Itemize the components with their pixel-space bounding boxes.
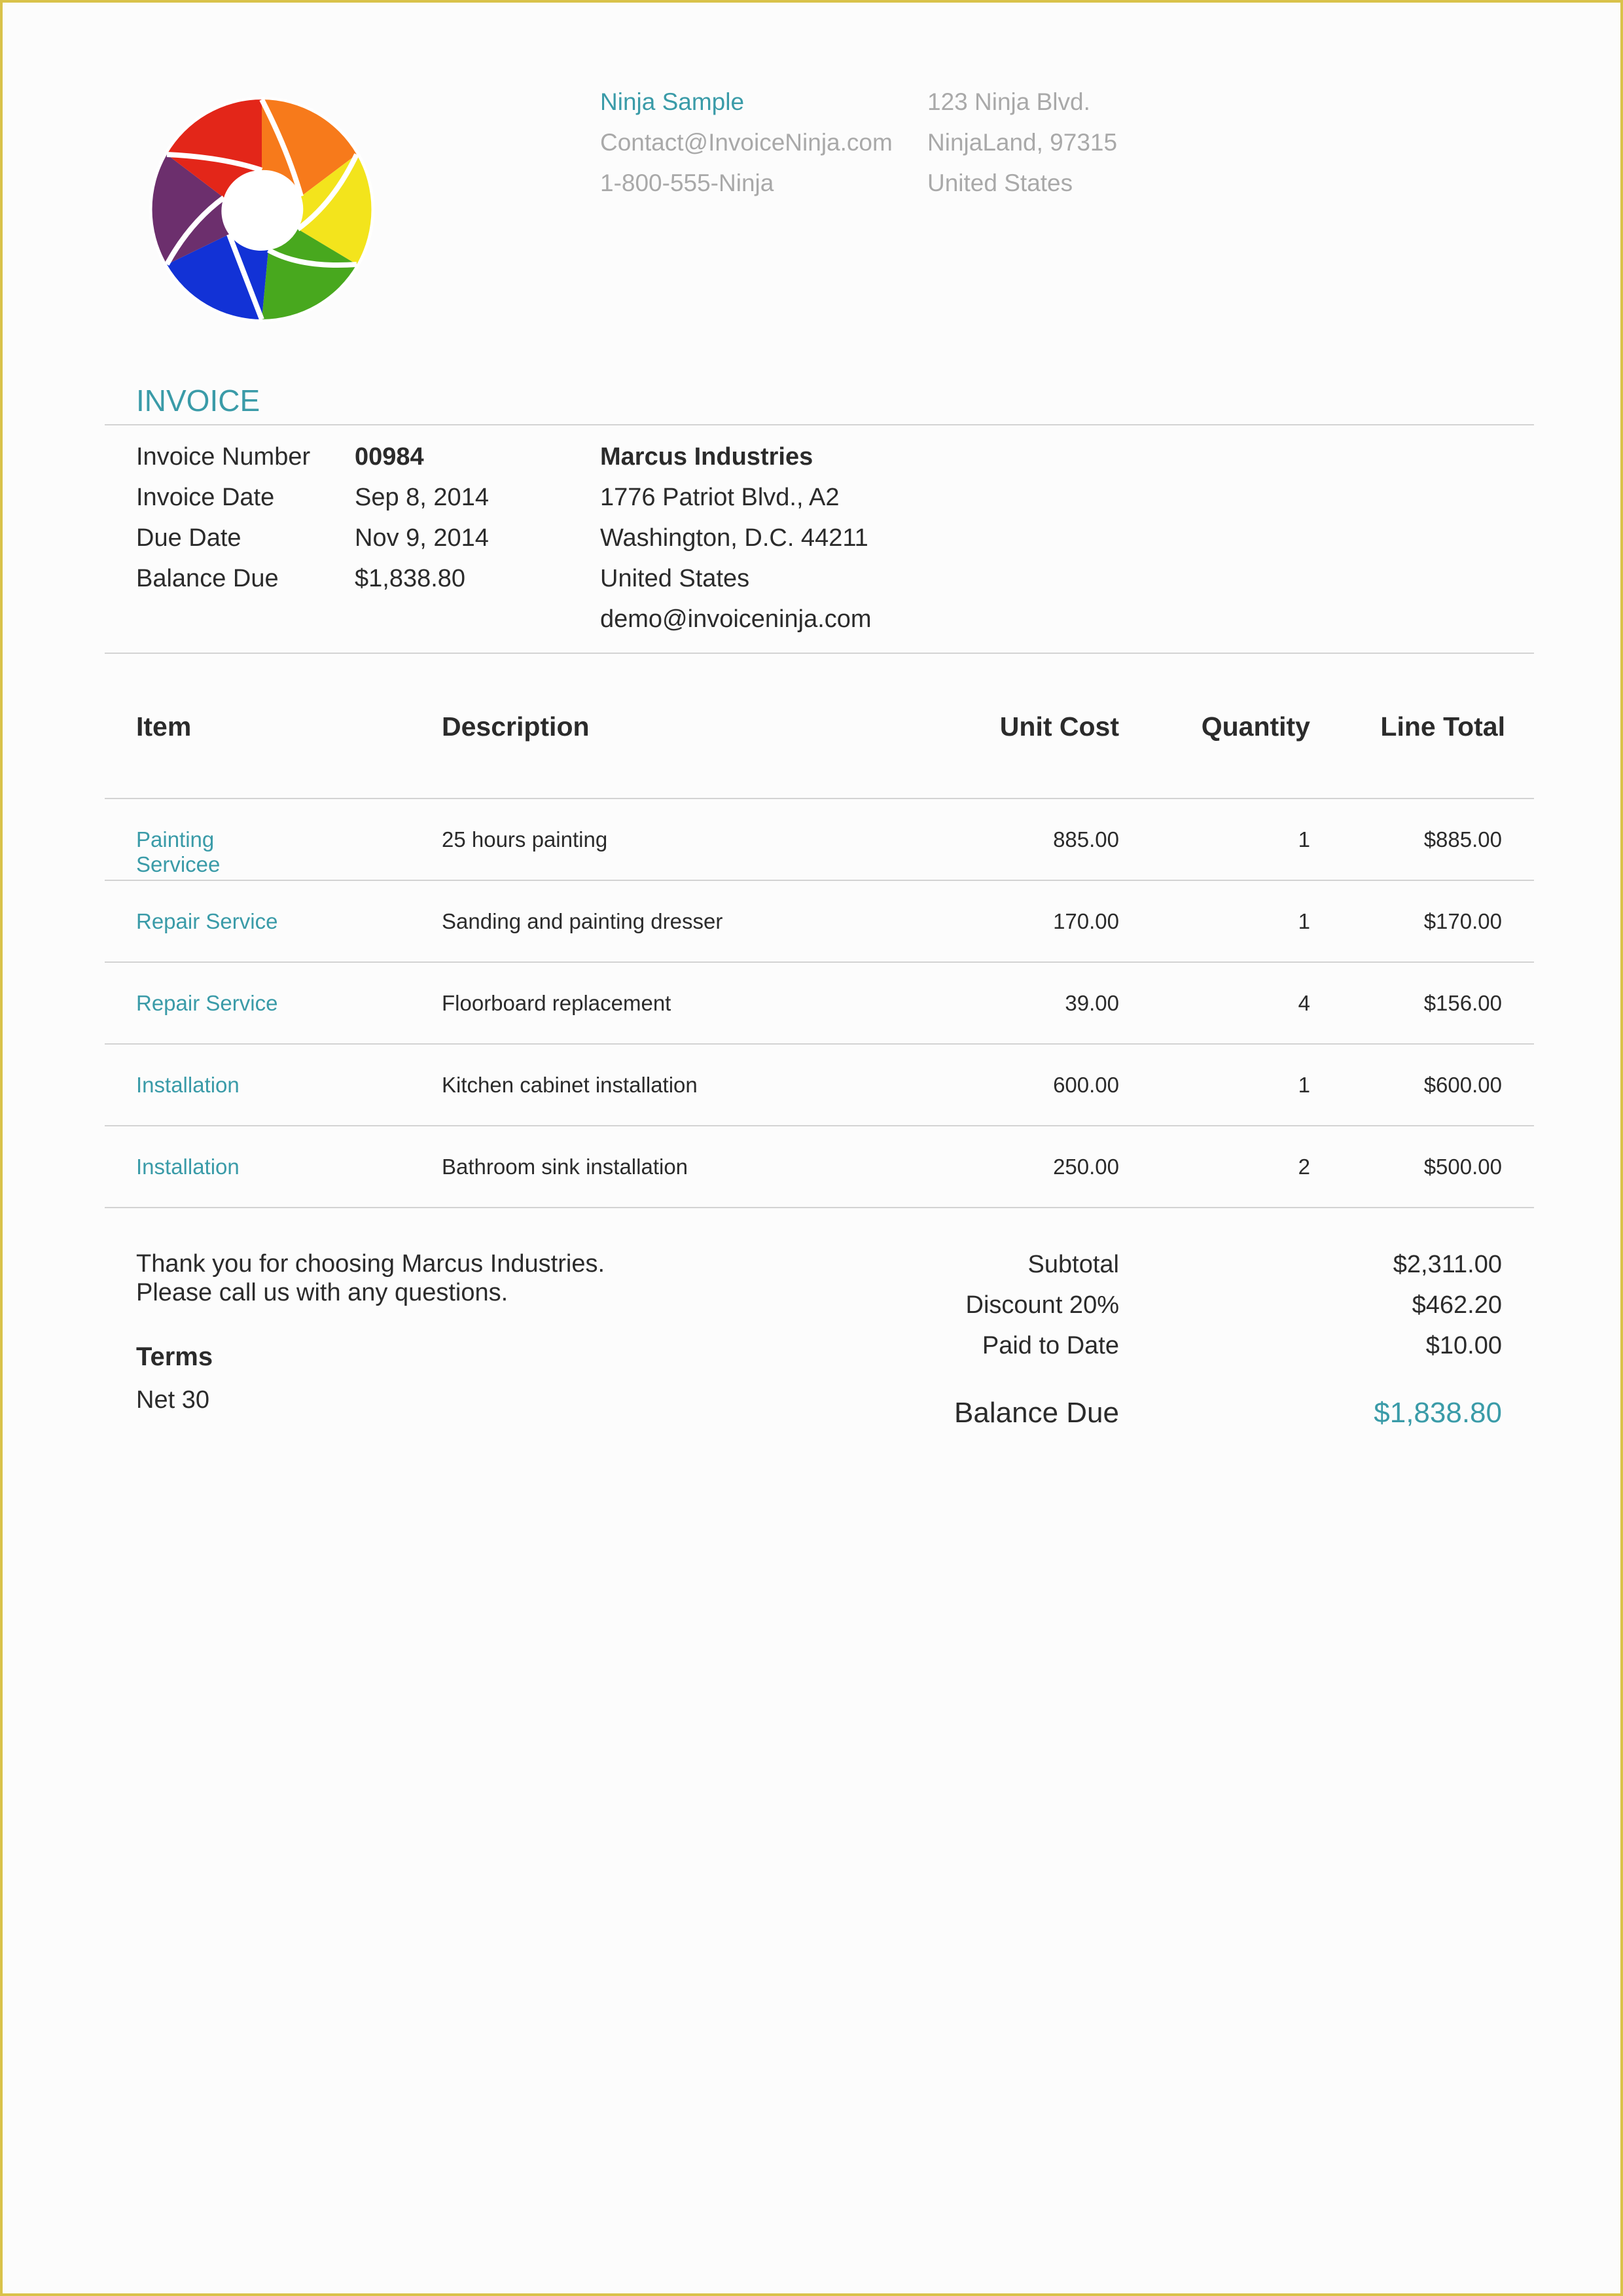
- row-description: Sanding and painting dresser: [442, 909, 723, 933]
- invoice-page: [3, 3, 1620, 2293]
- row-item: Installation: [136, 1073, 240, 1097]
- row-quantity: 1: [1298, 827, 1310, 852]
- paid-to-date-value: $10.00: [1425, 1332, 1502, 1359]
- row-quantity: 2: [1298, 1155, 1310, 1179]
- row-unit-cost: 170.00: [1053, 909, 1119, 933]
- company-country: United States: [927, 170, 1073, 196]
- invoice-title: INVOICE: [136, 384, 260, 418]
- row-divider: [105, 1043, 1534, 1045]
- divider: [105, 653, 1534, 654]
- row-unit-cost: 39.00: [1065, 991, 1119, 1015]
- row-divider: [105, 1207, 1534, 1208]
- row-unit-cost: 885.00: [1053, 827, 1119, 852]
- divider: [105, 798, 1534, 799]
- client-address1: 1776 Patriot Blvd., A2: [600, 484, 840, 511]
- invoice-date-label: Invoice Date: [136, 484, 275, 511]
- due-date-value: Nov 9, 2014: [355, 524, 489, 552]
- row-description: Floorboard replacement: [442, 991, 671, 1015]
- row-line-total: $885.00: [1423, 827, 1502, 852]
- row-quantity: 1: [1298, 1073, 1310, 1097]
- client-name: Marcus Industries: [600, 443, 813, 471]
- divider: [105, 424, 1534, 425]
- row-quantity: 1: [1298, 909, 1310, 933]
- row-line-total: $170.00: [1423, 909, 1502, 933]
- col-header-unit-cost: Unit Cost: [999, 711, 1119, 742]
- paid-to-date-label: Paid to Date: [982, 1332, 1119, 1359]
- company-email[interactable]: Contact@InvoiceNinja.com: [600, 129, 893, 156]
- discount-label: Discount 20%: [965, 1291, 1119, 1319]
- invoice-number-value: 00984: [355, 443, 424, 471]
- row-item: Painting: [136, 827, 215, 852]
- row-unit-cost: 250.00: [1053, 1155, 1119, 1179]
- invoice-date-value: Sep 8, 2014: [355, 484, 489, 511]
- company-logo: [144, 92, 380, 327]
- row-description: Kitchen cabinet installation: [442, 1073, 698, 1097]
- row-line-total: $156.00: [1423, 991, 1502, 1015]
- col-header-line-total: Line Total: [1380, 711, 1505, 742]
- row-divider: [105, 1125, 1534, 1126]
- company-name: Ninja Sample: [600, 88, 745, 115]
- due-date-label: Due Date: [136, 524, 241, 552]
- discount-value: $462.20: [1412, 1291, 1502, 1319]
- subtotal-label: Subtotal: [1027, 1251, 1119, 1278]
- subtotal-value: $2,311.00: [1393, 1251, 1502, 1278]
- row-unit-cost: 600.00: [1053, 1073, 1119, 1097]
- row-line-total: $600.00: [1423, 1073, 1502, 1097]
- row-item: Repair Service: [136, 909, 278, 933]
- row-item-continued: Servicee: [136, 852, 221, 876]
- row-line-total: $500.00: [1423, 1155, 1502, 1179]
- company-phone: 1-800-555-Ninja: [600, 170, 774, 196]
- invoice-number-label: Invoice Number: [136, 443, 311, 471]
- client-email[interactable]: demo@invoiceninja.com: [600, 605, 872, 633]
- terms-label: Terms: [136, 1342, 213, 1371]
- row-description: 25 hours painting: [442, 827, 608, 852]
- client-country: United States: [600, 565, 750, 592]
- client-address2: Washington, D.C. 44211: [600, 524, 868, 552]
- terms-value: Net 30: [136, 1386, 209, 1414]
- company-address2: NinjaLand, 97315: [927, 129, 1118, 156]
- row-quantity: 4: [1298, 991, 1310, 1015]
- balance-due-label: Balance Due: [136, 565, 279, 592]
- row-divider: [105, 880, 1534, 881]
- balance-due-total-value: $1,838.80: [1374, 1397, 1502, 1429]
- col-header-item: Item: [136, 711, 192, 742]
- company-address1: 123 Ninja Blvd.: [927, 88, 1090, 115]
- balance-due-total-label: Balance Due: [954, 1397, 1119, 1429]
- row-divider: [105, 961, 1534, 963]
- row-item: Repair Service: [136, 991, 278, 1015]
- row-item: Installation: [136, 1155, 240, 1179]
- thanks-line-2: Please call us with any questions.: [136, 1279, 508, 1306]
- col-header-description: Description: [442, 711, 590, 742]
- col-header-quantity: Quantity: [1201, 711, 1310, 742]
- row-description: Bathroom sink installation: [442, 1155, 688, 1179]
- balance-due-value: $1,838.80: [355, 565, 466, 592]
- thanks-line-1: Thank you for choosing Marcus Industries.: [136, 1250, 605, 1278]
